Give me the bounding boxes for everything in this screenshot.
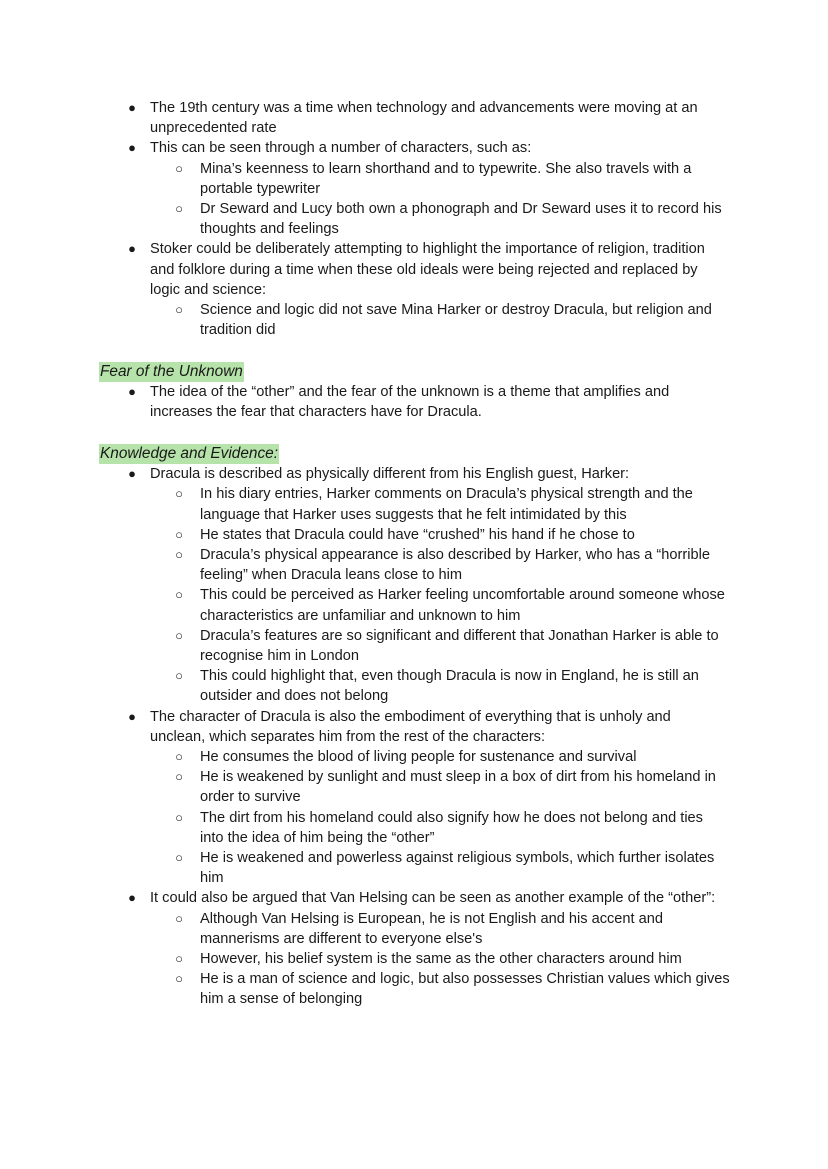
sub-list-item-text: He is weakened and powerless against religious symbols, which further isolates him bbox=[200, 850, 715, 887]
bullet-icon: ● bbox=[128, 384, 136, 400]
hollow-bullet-icon: ○ bbox=[175, 971, 183, 987]
section-fear-of-the-unknown bbox=[0, 362, 828, 423]
section-technology bbox=[0, 98, 828, 340]
section-knowledge-and-evidence bbox=[0, 444, 828, 1010]
sub-list-item-text: Dracula’s features are so significant and different that Jonathan Harker is able to recognise him in London bbox=[200, 627, 719, 665]
sub-list-item bbox=[0, 525, 730, 545]
hollow-bullet-icon: ○ bbox=[175, 160, 183, 176]
sub-list-item bbox=[0, 545, 730, 585]
sub-list-item bbox=[0, 199, 730, 239]
hollow-bullet-icon: ○ bbox=[175, 850, 183, 866]
list-item-text: The idea of the “other” and the fear of the unknown is a theme that amplifies and increases the fear that characters have for Dracula. bbox=[150, 384, 670, 421]
sub-list-item bbox=[0, 484, 730, 524]
sub-list-item-text: Although Van Helsing is European, he is not English and his accent and mannerisms are different to everyone else's bbox=[200, 910, 663, 947]
list-item-text: This can be seen through a number of characters, such as: bbox=[150, 140, 532, 157]
list-item bbox=[0, 888, 730, 908]
sub-list-item bbox=[0, 626, 730, 666]
bullet-icon: ● bbox=[128, 708, 136, 724]
section-heading: Knowledge and Evidence: bbox=[100, 445, 278, 462]
list-item-text: Stoker could be deliberately attempting to highlight the importance of religion, tradition and folklore during a time when these old ideals were being rejected and replaced by logic and science: bbox=[150, 241, 705, 298]
hollow-bullet-icon: ○ bbox=[175, 486, 183, 502]
sub-list-item bbox=[0, 808, 730, 848]
sub-list-item-text: He is a man of science and logic, but also possesses Christian values which gives him a sense of belonging bbox=[200, 971, 730, 1008]
bullet-list bbox=[0, 98, 828, 340]
sub-list-item-text: This could highlight that, even though Dracula is now in England, he is still an outsider and does not belong bbox=[200, 668, 699, 705]
bullet-icon: ● bbox=[128, 140, 136, 156]
sub-list-item-text: However, his belief system is the same as the other characters around him bbox=[200, 951, 682, 968]
list-item bbox=[0, 98, 730, 138]
sub-list-item-text: Mina’s keenness to learn shorthand and to typewrite. She also travels with a portable typewriter bbox=[200, 160, 692, 197]
hollow-bullet-icon: ○ bbox=[175, 627, 183, 643]
hollow-bullet-icon: ○ bbox=[175, 769, 183, 785]
list-item bbox=[0, 464, 730, 484]
section-heading: Fear of the Unknown bbox=[100, 363, 243, 380]
sub-list-item-text: He is weakened by sunlight and must sleep in a box of dirt from his homeland in order to survive bbox=[200, 769, 716, 806]
hollow-bullet-icon: ○ bbox=[175, 587, 183, 603]
sub-list-item-text: He states that Dracula could have “crushed” his hand if he chose to bbox=[200, 526, 635, 543]
list-item-text: Dracula is described as physically different from his English guest, Harker: bbox=[150, 466, 630, 483]
bullet-icon: ● bbox=[128, 890, 136, 906]
sub-list-item bbox=[0, 767, 730, 807]
sub-list-item bbox=[0, 585, 730, 625]
bullet-icon: ● bbox=[128, 466, 136, 482]
sub-list-item bbox=[0, 159, 730, 199]
bullet-icon: ● bbox=[128, 100, 136, 115]
sub-list-item-text: Science and logic did not save Mina Harker or destroy Dracula, but religion and tradition did bbox=[200, 302, 712, 339]
bullet-list bbox=[0, 382, 828, 422]
hollow-bullet-icon: ○ bbox=[175, 302, 183, 318]
sub-list-item bbox=[0, 300, 730, 340]
hollow-bullet-icon: ○ bbox=[175, 951, 183, 967]
sub-list-item-text: He consumes the blood of living people for sustenance and survival bbox=[200, 749, 637, 766]
bullet-icon: ● bbox=[128, 241, 136, 257]
sub-list-item-text: This could be perceived as Harker feeling uncomfortable around someone whose characteristics are unfamiliar and unknown to him bbox=[200, 587, 725, 624]
sub-list-item-text: The dirt from his homeland could also signify how he does not belong and ties into the idea of him being the “other” bbox=[200, 809, 703, 846]
sub-list-item bbox=[0, 969, 730, 1009]
hollow-bullet-icon: ○ bbox=[175, 201, 183, 217]
hollow-bullet-icon: ○ bbox=[175, 526, 183, 542]
sub-list-item bbox=[0, 909, 730, 949]
bullet-list bbox=[0, 464, 828, 1009]
hollow-bullet-icon: ○ bbox=[175, 547, 183, 563]
sub-list-item-text: Dr Seward and Lucy both own a phonograph and Dr Seward uses it to record his thoughts and feelings bbox=[200, 201, 722, 238]
list-item-text: The 19th century was a time when technology and advancements were moving at an unprecedented rate bbox=[150, 100, 698, 137]
list-item bbox=[0, 239, 730, 300]
sub-list-item bbox=[0, 747, 730, 767]
sub-list-item-text: Dracula’s physical appearance is also described by Harker, who has a “horrible feeling” when Dracula leans close to him bbox=[200, 547, 710, 584]
hollow-bullet-icon: ○ bbox=[175, 749, 183, 765]
sub-list-item bbox=[0, 848, 730, 888]
hollow-bullet-icon: ○ bbox=[175, 910, 183, 926]
sub-list-item bbox=[0, 666, 730, 706]
hollow-bullet-icon: ○ bbox=[175, 809, 183, 825]
list-item-text: It could also be argued that Van Helsing can be seen as another example of the “other”: bbox=[150, 890, 716, 907]
sub-list-item bbox=[0, 949, 730, 969]
list-item bbox=[0, 707, 730, 747]
list-item-text: The character of Dracula is also the embodiment of everything that is unholy and unclean, which separates him from the rest of the characters: bbox=[150, 708, 671, 745]
hollow-bullet-icon: ○ bbox=[175, 668, 183, 684]
list-item bbox=[0, 382, 730, 422]
sub-list-item-text: In his diary entries, Harker comments on Dracula’s physical strength and the language that Harker uses suggests that he felt intimidated by this bbox=[200, 486, 693, 523]
list-item bbox=[0, 138, 730, 158]
